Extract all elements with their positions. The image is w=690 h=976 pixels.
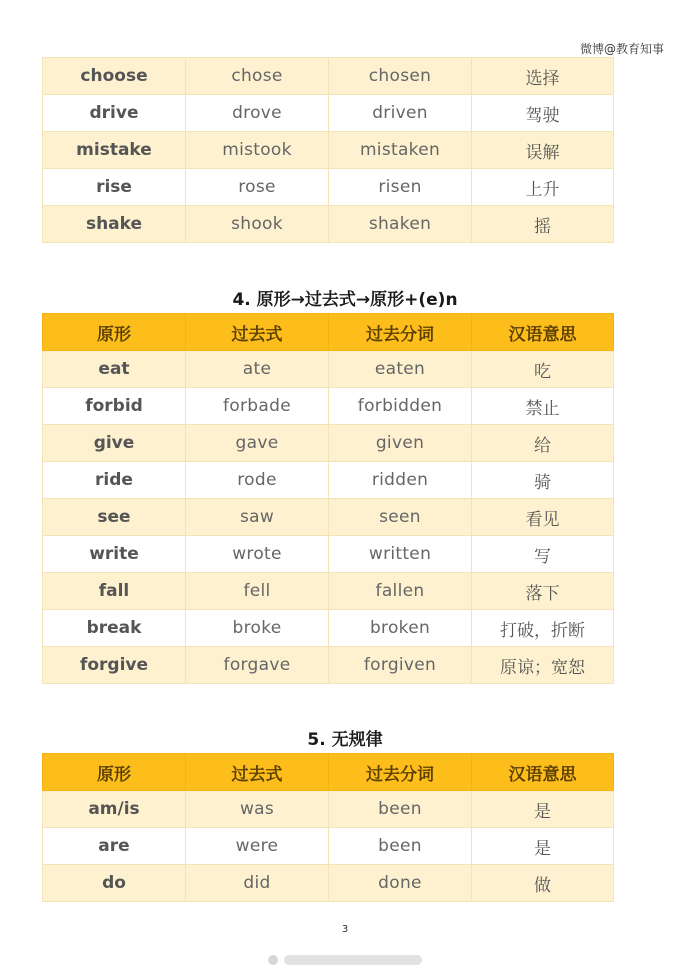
- table-row: [43, 169, 614, 206]
- verb-table-section-4: [42, 313, 614, 684]
- cell-chinese-meaning: 禁止: [472, 388, 614, 425]
- cell-past-participle: fallen: [329, 573, 472, 610]
- cell-past-tense: mistook: [186, 132, 329, 169]
- cell-past-participle: done: [329, 865, 472, 902]
- cell-chinese-meaning: 误解: [472, 132, 614, 169]
- cell-base-form: shake: [43, 206, 186, 243]
- table-row: [43, 499, 614, 536]
- table-row: [43, 462, 614, 499]
- watermark-text: 微博@教育知事: [579, 42, 664, 56]
- blurred-text-bar: [284, 955, 422, 965]
- section-5-title: 5. 无规律: [307, 730, 383, 750]
- cell-base-form: fall: [43, 573, 186, 610]
- cell-past-participle: given: [329, 425, 472, 462]
- cell-chinese-meaning: 看见: [472, 499, 614, 536]
- table-row: [43, 647, 614, 684]
- cell-past-tense: broke: [186, 610, 329, 647]
- table-header-row: [43, 754, 614, 791]
- table-row: [43, 388, 614, 425]
- cell-chinese-meaning: 写: [472, 536, 614, 573]
- cell-past-participle: forbidden: [329, 388, 472, 425]
- cell-base-form: write: [43, 536, 186, 573]
- cell-base-form: are: [43, 828, 186, 865]
- table-header-row: [43, 314, 614, 351]
- table-row: [43, 536, 614, 573]
- table-body: [43, 351, 614, 684]
- header-past-tense: 过去式: [186, 314, 329, 351]
- cell-past-tense: chose: [186, 58, 329, 95]
- cell-past-participle: seen: [329, 499, 472, 536]
- cell-past-tense: was: [186, 791, 329, 828]
- table-row: [43, 425, 614, 462]
- cell-past-tense: rose: [186, 169, 329, 206]
- header-past-participle: 过去分词: [329, 314, 472, 351]
- table-body: [43, 58, 614, 243]
- table-row: [43, 351, 614, 388]
- cell-past-participle: been: [329, 791, 472, 828]
- blurred-logo-icon: [268, 955, 278, 965]
- cell-base-form: forgive: [43, 647, 186, 684]
- cell-chinese-meaning: 上升: [472, 169, 614, 206]
- cell-past-tense: fell: [186, 573, 329, 610]
- cell-past-participle: chosen: [329, 58, 472, 95]
- cell-base-form: rise: [43, 169, 186, 206]
- table-row: [43, 610, 614, 647]
- table-row: [43, 791, 614, 828]
- cell-past-tense: wrote: [186, 536, 329, 573]
- header-chinese-meaning: 汉语意思: [472, 314, 614, 351]
- cell-base-form: ride: [43, 462, 186, 499]
- cell-base-form: drive: [43, 95, 186, 132]
- cell-chinese-meaning: 给: [472, 425, 614, 462]
- verb-table-section-5: [42, 753, 614, 902]
- cell-base-form: break: [43, 610, 186, 647]
- cell-past-participle: broken: [329, 610, 472, 647]
- page-number: 3: [341, 924, 349, 935]
- table-row: [43, 573, 614, 610]
- cell-base-form: choose: [43, 58, 186, 95]
- cell-chinese-meaning: 驾驶: [472, 95, 614, 132]
- cell-chinese-meaning: 是: [472, 791, 614, 828]
- cell-past-participle: ridden: [329, 462, 472, 499]
- table-row: [43, 95, 614, 132]
- header-past-tense: 过去式: [186, 754, 329, 791]
- blurred-footer-watermark: [268, 950, 422, 970]
- cell-chinese-meaning: 选择: [472, 58, 614, 95]
- cell-chinese-meaning: 是: [472, 828, 614, 865]
- cell-chinese-meaning: 落下: [472, 573, 614, 610]
- cell-past-participle: risen: [329, 169, 472, 206]
- cell-base-form: see: [43, 499, 186, 536]
- cell-past-participle: shaken: [329, 206, 472, 243]
- cell-base-form: forbid: [43, 388, 186, 425]
- header-past-participle: 过去分词: [329, 754, 472, 791]
- cell-past-participle: forgiven: [329, 647, 472, 684]
- verb-table-continued: [42, 57, 614, 243]
- cell-base-form: am/is: [43, 791, 186, 828]
- cell-base-form: eat: [43, 351, 186, 388]
- cell-past-participle: been: [329, 828, 472, 865]
- cell-past-tense: did: [186, 865, 329, 902]
- table-row: [43, 132, 614, 169]
- table-row: [43, 828, 614, 865]
- cell-past-tense: forgave: [186, 647, 329, 684]
- section-4-title: 4. 原形→过去式→原形+(e)n: [232, 290, 458, 310]
- cell-past-tense: forbade: [186, 388, 329, 425]
- cell-base-form: mistake: [43, 132, 186, 169]
- cell-chinese-meaning: 摇: [472, 206, 614, 243]
- cell-past-participle: driven: [329, 95, 472, 132]
- cell-chinese-meaning: 原谅；宽恕: [472, 647, 614, 684]
- header-base-form: 原形: [43, 754, 186, 791]
- cell-past-tense: drove: [186, 95, 329, 132]
- header-base-form: 原形: [43, 314, 186, 351]
- table-row: [43, 865, 614, 902]
- cell-past-participle: mistaken: [329, 132, 472, 169]
- cell-past-tense: ate: [186, 351, 329, 388]
- cell-past-tense: saw: [186, 499, 329, 536]
- cell-past-tense: rode: [186, 462, 329, 499]
- cell-chinese-meaning: 做: [472, 865, 614, 902]
- cell-past-tense: shook: [186, 206, 329, 243]
- header-chinese-meaning: 汉语意思: [472, 754, 614, 791]
- table-body: [43, 791, 614, 902]
- cell-base-form: do: [43, 865, 186, 902]
- table-row: [43, 206, 614, 243]
- cell-past-participle: eaten: [329, 351, 472, 388]
- cell-past-tense: were: [186, 828, 329, 865]
- table-row: [43, 58, 614, 95]
- cell-chinese-meaning: 吃: [472, 351, 614, 388]
- cell-past-participle: written: [329, 536, 472, 573]
- cell-chinese-meaning: 骑: [472, 462, 614, 499]
- cell-base-form: give: [43, 425, 186, 462]
- cell-past-tense: gave: [186, 425, 329, 462]
- cell-chinese-meaning: 打破，折断: [472, 610, 614, 647]
